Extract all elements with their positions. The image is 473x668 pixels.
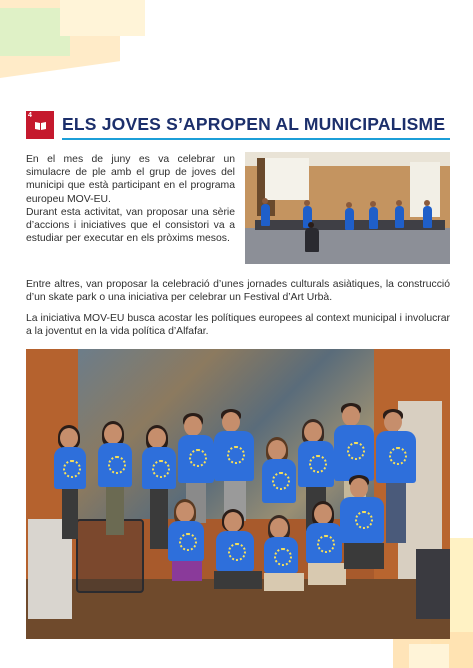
book-icon: [34, 121, 47, 131]
title-underline: [62, 138, 450, 140]
paragraph: La iniciativa MOV-EU busca acostar les polítiques europees al context municipal i involucrar a la joventut en la vida política d’Alfafar.: [26, 313, 450, 338]
group-photo: [26, 349, 450, 639]
decorative-shape: [60, 0, 145, 36]
article-title: ELS JOVES S’APROPEN AL MUNICIPALISME: [62, 114, 446, 134]
sdg-number: 4: [28, 112, 32, 119]
paragraph: Durant esta activitat, van proposar una sèrie d’accions i iniciatives que el consistori va a estudiar per executar en els pròxims mesos.: [26, 207, 235, 245]
sdg-goal-icon: [26, 111, 54, 139]
paragraph: Entre altres, van proposar la celebració d’unes jornades culturals asiàtiques, la construcció d’un skate park o una iniciativa per celebrar un Festival d’Art Urbà.: [26, 279, 450, 304]
decorative-shape: [409, 644, 449, 668]
article-header: [26, 111, 450, 141]
paragraph: En el mes de juny es va celebrar un simulacre de ple amb el grup de joves del municipi que està participant en el programa europeu MOV-EU.: [26, 154, 235, 205]
meeting-photo: [245, 152, 450, 264]
